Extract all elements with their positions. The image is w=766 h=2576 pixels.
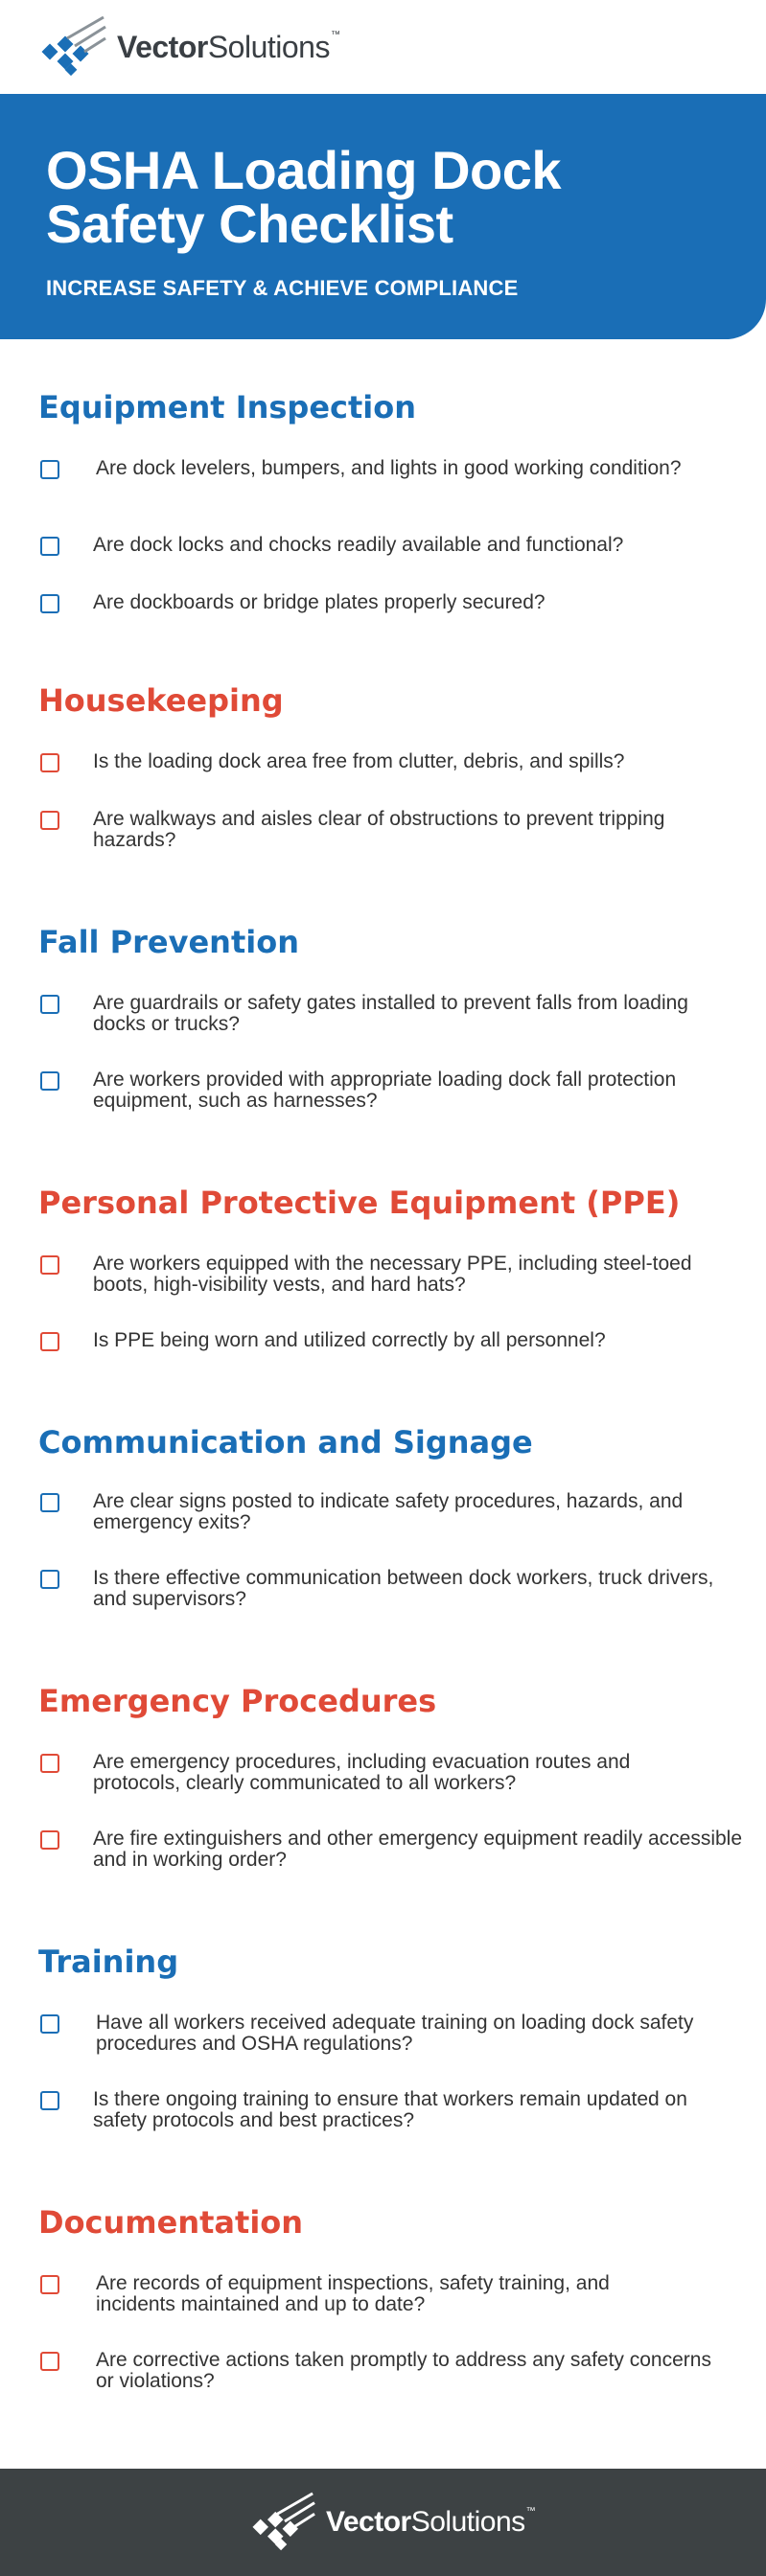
checklist-item-text: Are walkways and aisles clear of obstructions to prevent tripping hazards? bbox=[93, 808, 665, 851]
checkbox[interactable] bbox=[40, 995, 59, 1014]
checklist-item-text: Are dock levelers, bumpers, and lights in good working condition? bbox=[96, 457, 682, 479]
checklist-item-text: Are dock locks and chocks readily available and functional? bbox=[93, 534, 624, 556]
checkbox[interactable] bbox=[40, 1493, 59, 1512]
checklist-item-text: Is the loading dock area free from clutter, debris, and spills? bbox=[93, 750, 625, 772]
checklist-item-text: Are emergency procedures, including evacuation routes and protocols, clearly communicated to all workers? bbox=[93, 1751, 631, 1794]
checkbox[interactable] bbox=[40, 2014, 59, 2034]
vector-logo-mark-icon bbox=[40, 13, 107, 80]
checkbox[interactable] bbox=[40, 811, 59, 830]
checkbox[interactable] bbox=[40, 1754, 59, 1773]
checkbox[interactable] bbox=[40, 537, 59, 556]
section-title: Training bbox=[38, 1944, 179, 1980]
checklist-item-text: Are dockboards or bridge plates properly secured? bbox=[93, 591, 545, 613]
checklist-item-text: Are clear signs posted to indicate safety procedures, hazards, and emergency exits? bbox=[93, 1490, 684, 1533]
checkbox[interactable] bbox=[40, 2091, 59, 2110]
checkbox[interactable] bbox=[40, 460, 59, 479]
header bbox=[0, 0, 766, 94]
checklist-item-text: Are fire extinguishers and other emergency equipment readily accessible and in working order? bbox=[93, 1828, 743, 1871]
checklist-item-text: Are guardrails or safety gates installed to prevent falls from loading docks or trucks? bbox=[93, 992, 688, 1035]
checklist-item-text: Are corrective actions taken promptly to address any safety concerns or violations? bbox=[96, 2349, 711, 2392]
checkbox[interactable] bbox=[40, 2352, 59, 2371]
checklist-item-text: Is PPE being worn and utilized correctly by all personnel? bbox=[93, 1329, 606, 1351]
vector-logo-mark-icon bbox=[251, 2490, 316, 2555]
section-title: Personal Protective Equipment (PPE) bbox=[38, 1184, 681, 1221]
page-subtitle: INCREASE SAFETY & ACHIEVE COMPLIANCE bbox=[46, 276, 519, 300]
checkbox[interactable] bbox=[40, 1332, 59, 1351]
hero-banner bbox=[0, 94, 766, 339]
checklist-item-text: Are workers provided with appropriate loading dock fall protection equipment, such as harnesses? bbox=[93, 1069, 677, 1112]
section-title: Communication and Signage bbox=[38, 1424, 533, 1460]
footer bbox=[0, 2469, 766, 2576]
checkbox[interactable] bbox=[40, 1830, 59, 1850]
page-title: OSHA Loading Dock Safety Checklist bbox=[46, 140, 562, 254]
section-title: Equipment Inspection bbox=[38, 389, 417, 426]
section-title: Documentation bbox=[38, 2204, 304, 2241]
footer-wordmark: VectorSolutions™ bbox=[326, 2506, 536, 2538]
section-title: Emergency Procedures bbox=[38, 1683, 437, 1719]
checklist-item-text: Are workers equipped with the necessary PPE, including steel-toed boots, high-visibility vests, and hard hats? bbox=[93, 1253, 692, 1296]
checkbox[interactable] bbox=[40, 2275, 59, 2294]
checklist-item-text: Are records of equipment inspections, safety training, and incidents maintained and up to date? bbox=[96, 2272, 610, 2315]
vector-solutions-logo[interactable] bbox=[40, 12, 339, 82]
checklist-item-text: Have all workers received adequate training on loading dock safety procedures and OSHA regulations? bbox=[96, 2012, 694, 2055]
checklist-item-text: Is there ongoing training to ensure that workers remain updated on safety protocols and best practices? bbox=[93, 2088, 687, 2131]
checkbox[interactable] bbox=[40, 1071, 59, 1091]
checkbox[interactable] bbox=[40, 753, 59, 772]
checklist-item-text: Is there effective communication between dock workers, truck drivers, and supervisors? bbox=[93, 1567, 714, 1610]
section-title: Fall Prevention bbox=[38, 924, 299, 960]
checkbox[interactable] bbox=[40, 1255, 59, 1275]
checkbox[interactable] bbox=[40, 1570, 59, 1589]
logo-wordmark: VectorSolutions™ bbox=[117, 29, 340, 64]
footer-logo[interactable] bbox=[251, 2490, 535, 2555]
checkbox[interactable] bbox=[40, 594, 59, 613]
section-title: Housekeeping bbox=[38, 682, 284, 719]
